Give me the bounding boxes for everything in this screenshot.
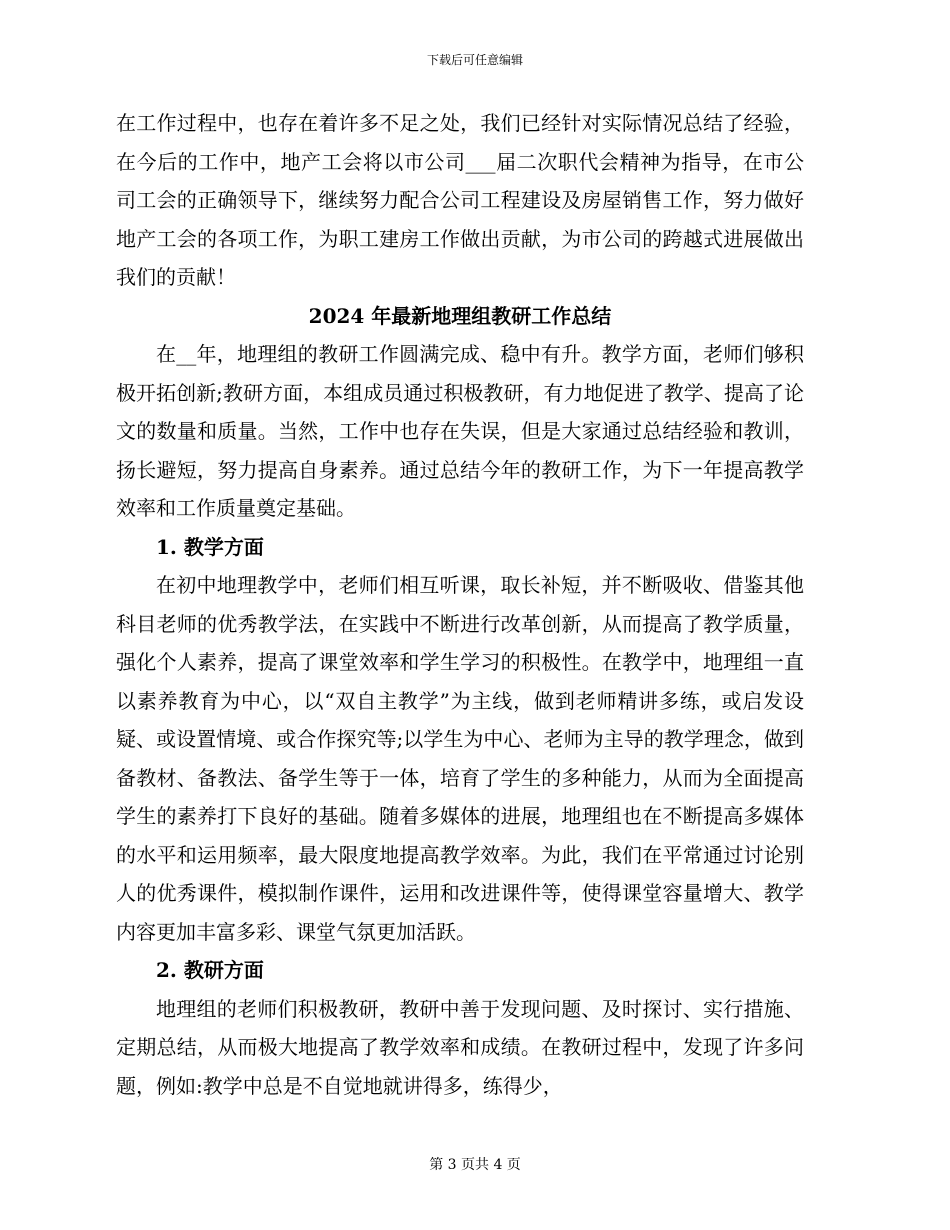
heading-teaching: 1. 教学方面 [156, 534, 264, 559]
page-footer: 第 3 页共 4 页 [429, 1157, 521, 1173]
page-header: 下载后可任意编辑 [426, 53, 523, 67]
paragraph-research: 地理组的老师们积极教研，教研中善于发现问题、及时探讨、实行措施、定期总结，从而极大地提高了教学效率和成绩。在教研过程中，发现了许多问题，例如:教学中总是不自觉地就讲得多，练得少， [116, 996, 804, 1098]
heading-research: 2. 教研方面 [156, 958, 264, 982]
paragraph-teaching: 在初中地理教学中，老师们相互听课，取长补短，并不断吸收、借鉴其他科目老师的优秀教学法，在实践中不断进行改革创新，从而提高了教学质量，强化个人素养，提高了课堂效率和学生学习的积极性。在教学中，地理组一直以素养教育为中心，以“双自主教学”为主线，做到老师精讲多练，或启发设疑、或设置情境、或合作探究等;以学生为中心、老师为主导的教学理念，做到备教材、备教法、备学生等于一体，培育了学生的多种能力，从而为全面提高学生的素养打下良好的基础。随着多媒体的进展，地理组也在不断提高多媒体的水平和运用频率，最大限度地提高教学效率。为此，我们在平常通过讨论别人的优秀课件，模拟制作课件，运用和改进课件等，使得课堂容量增大、教学内容更加丰富多彩、课堂气氛更加活跃。 [116, 573, 804, 944]
document-body [116, 104, 804, 1105]
section-title: 2024 年最新地理组教研工作总结 [308, 303, 612, 328]
paragraph-intro: 在__年，地理组的教研工作圆满完成、稳中有升。教学方面，老师们够积极开拓创新;教研方面，本组成员通过积极教研，有力地促进了教学、提高了论文的数量和质量。当然，工作中也存在失误，但是大家通过总结经验和教训，扬长避短，努力提高自身素养。通过总结今年的教研工作，为下一年提高教学效率和工作质量奠定基础。 [116, 342, 804, 520]
paragraph-closing: 在工作过程中，也存在着许多不足之处，我们已经针对实际情况总结了经验，在今后的工作中，地产工会将以市公司___届二次职代会精神为指导，在市公司工会的正确领导下，继续努力配合公司工程建设及房屋销售工作，努力做好地产工会的各项工作，为职工建房工作做出贡献，为市公司的跨越式进展做出我们的贡献！ [116, 111, 804, 289]
